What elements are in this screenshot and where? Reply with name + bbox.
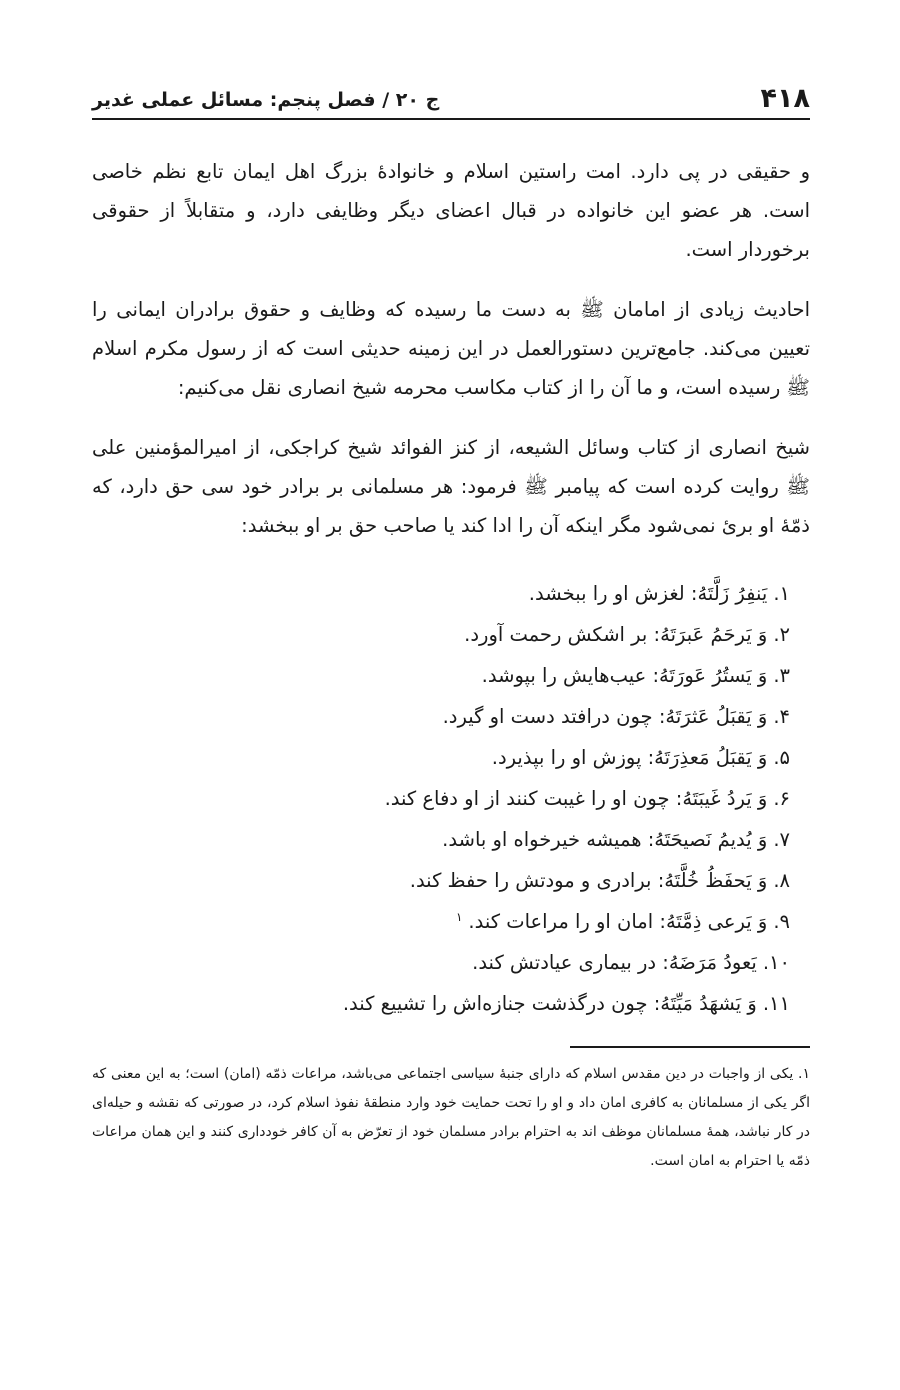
list-item [92,573,790,614]
item-number: ۵. [773,746,790,769]
arabic-phrase: يَعودُ مَرَضَهُ: [662,951,757,974]
arabic-phrase: وَ يَقبَلُ مَعذِرَتَهُ: [647,746,768,769]
arabic-phrase: وَ يَقبَلُ عَثرَتَهُ: [658,705,768,728]
item-text: همیشه خیرخواه او باشد. [442,828,642,851]
list-item [92,737,790,778]
item-number: ۱. [773,582,790,605]
item-number: ۲. [773,623,790,646]
footnote: ۱. یکی از واجبات در دین مقدس اسلام که دارای جنبهٔ سیاسی اجتماعی می‌باشد، مراعات ذمّه (امان) است؛ به این معنی که اگر یکی از مسلمانان به کافری امان داد و او را تحت حمایت خود وارد منطقهٔ نفوذ اسلام کرد، در صورتی که نقشه و حیله‌ای در کار نباشد، همهٔ مسلمانان موظف اند به احترام برادر مسلمان خود از تعرّض به آن کافر خودداری کنند و این همان مراعات ذمّه یا احترام به امان است. [92,1066,810,1169]
book-page [92,62,810,1176]
item-text: چون درافتد دست او گیرد. [442,705,653,728]
arabic-phrase: وَ يَستُرُ عَورَتَهُ: [652,664,768,687]
item-number: ۸. [773,869,790,892]
arabic-phrase: يَنفِرُ زَلَّتَهُ: [690,582,768,605]
list-item [92,901,790,942]
item-number: ۱۰. [762,951,790,974]
item-text: لغزش او را ببخشد. [528,582,685,605]
list-item [92,778,790,819]
item-text: عیب‌هایش را بپوشد. [481,664,647,687]
item-number: ۶. [773,787,790,810]
list-item [92,696,790,737]
list-item [92,614,790,655]
list-item [92,655,790,696]
arabic-phrase: وَ يَرعى ذِمَّتَهُ: [659,910,768,933]
item-number: ۱۱. [762,992,790,1015]
rights-list [92,573,810,1024]
list-item [92,983,790,1024]
arabic-phrase: وَ يُديمُ نَصيحَتَهُ: [647,828,768,851]
item-text: بر اشکش رحمت آورد. [464,623,648,646]
item-text: چون درگذشت جنازه‌اش را تشییع کند. [342,992,648,1015]
item-number: ۹. [773,910,790,933]
item-text: پوزش او را بپذیرد. [491,746,642,769]
item-number: ۳. [773,664,790,687]
paragraph: احادیث زیادی از امامان ﷺ به دست ما رسیده که وظایف و حقوق برادران ایمانی را تعیین می‌کند. جامع‌ترین دستورالعمل در این زمینه حدیثی است که از رسول مکرم اسلام ﷺ رسیده است، و ما آن را از کتاب مکاسب محرمه شیخ انصاری نقل می‌کنیم: [92,298,810,399]
item-text: در بیماری عیادتش کند. [472,951,657,974]
page-number: ۴۱۸ [760,83,810,114]
item-text: چون او را غیبت کنند از او دفاع کند. [384,787,670,810]
page-header [92,62,810,120]
page-content [92,152,810,1176]
item-text: امان او را مراعات کند. [468,910,654,933]
running-head: ج ۲۰ / فصل پنجم: مسائل عملی غدیر [92,89,440,111]
arabic-phrase: وَ يَردُ غَيبَتَهُ: [675,787,768,810]
item-number: ۴. [773,705,790,728]
list-item [92,942,790,983]
footnote-reference[interactable]: ۱ [455,909,463,924]
arabic-phrase: وَ يَحفَظُ خُلَّتَهُ: [657,869,768,892]
item-number: ۷. [773,828,790,851]
paragraph: و حقیقی در پی دارد. امت راستین اسلام و خانوادهٔ بزرگ اهل ایمان تابع نظم خاصی است. هر عضو این خانواده در قبال اعضای دیگر وظایفی دارد، و متقابلاً از حقوقی برخوردار است. [92,160,810,261]
arabic-phrase: وَ يَرحَمُ عَبرَتَهُ: [653,623,768,646]
item-text: برادری و مودتش را حفظ کند. [409,869,652,892]
arabic-phrase: وَ يَشهَدُ مَيِّتَهُ: [653,992,757,1015]
paragraph: شیخ انصاری از کتاب وسائل الشیعه، از کنز الفوائد شیخ کراجکی، از امیرالمؤمنین علی ﷺ روایت کرده است که پیامبر ﷺ فرمود: هر مسلمانی بر برادر خود سی حق دارد، که ذمّهٔ او بریٔ نمی‌شود مگر اینکه آن را ادا کند یا صاحب حق بر او ببخشد: [92,436,810,537]
footnote-divider [570,1046,810,1048]
list-item [92,819,790,860]
list-item [92,860,790,901]
